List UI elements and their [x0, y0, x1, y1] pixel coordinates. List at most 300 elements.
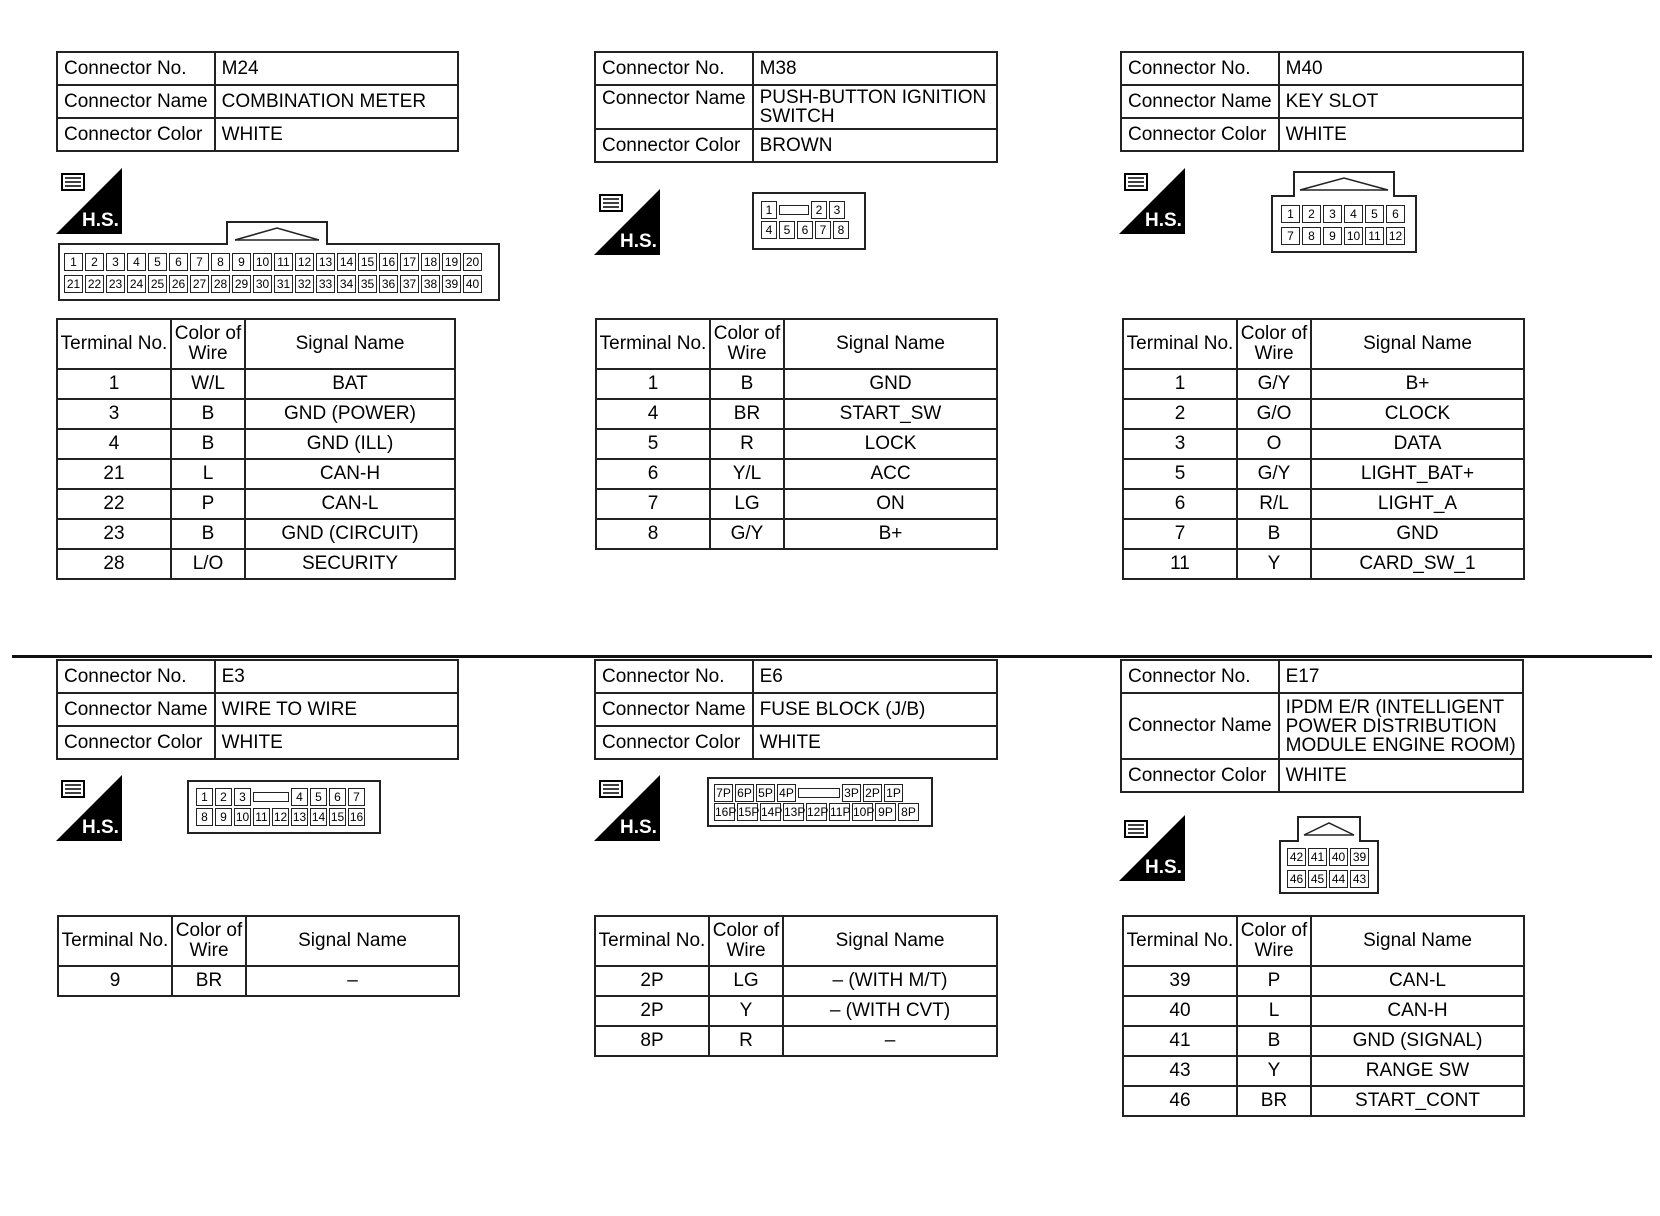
table-row — [1123, 369, 1524, 399]
label-connector-color: Connector Color — [57, 118, 215, 151]
pin-row-bottom — [63, 274, 483, 294]
wire-color-cell: R/L — [1237, 489, 1311, 519]
signal-name-cell: GND — [784, 369, 997, 399]
table-row — [595, 1026, 997, 1056]
table-row — [595, 996, 997, 1026]
label-connector-color: Connector Color — [57, 726, 215, 759]
table-row — [596, 399, 997, 429]
label-connector-name: Connector Name — [1121, 85, 1279, 118]
connector-no-value: M38 — [753, 52, 997, 85]
table-row — [58, 966, 459, 996]
pin-cavity: 30 — [253, 275, 272, 293]
terminal-no-header: Terminal No. — [595, 916, 709, 966]
pin-cavity: 40 — [1329, 848, 1348, 866]
color-of-wire-header: Color of Wire — [1237, 319, 1311, 369]
connector-info-e6 — [594, 659, 998, 760]
pin-cavity: 10 — [253, 253, 272, 271]
table-row — [1123, 966, 1524, 996]
pin-cavity: 42 — [1287, 848, 1306, 866]
pin-cavity: 43 — [1350, 870, 1369, 888]
terminal-no-header: Terminal No. — [596, 319, 710, 369]
color-of-wire-header: Color of Wire — [710, 319, 784, 369]
wire-color-cell: B — [710, 369, 784, 399]
table-row — [1123, 399, 1524, 429]
pin-cavity: 39 — [1350, 848, 1369, 866]
pin-cavity: 5 — [310, 788, 327, 806]
pin-cavity: 7 — [1281, 227, 1300, 245]
pin-cavity: 3P — [842, 784, 861, 802]
signal-name-cell: DATA — [1311, 429, 1524, 459]
connector-no-value: E6 — [753, 660, 997, 693]
wire-color-cell: B — [1237, 1026, 1311, 1056]
pin-cavity: 1 — [196, 788, 213, 806]
label-connector-name: Connector Name — [57, 693, 215, 726]
terminal-no-cell: 43 — [1123, 1056, 1237, 1086]
label-connector-no: Connector No. — [595, 52, 753, 85]
pin-cavity: 11 — [1365, 227, 1384, 245]
signal-name-cell: LIGHT_BAT+ — [1311, 459, 1524, 489]
table-row — [57, 519, 455, 549]
pin-cavity: 7 — [348, 788, 365, 806]
pin-cavity: 2 — [811, 201, 827, 219]
table-row — [1123, 1086, 1524, 1116]
wire-color-cell: B — [171, 429, 245, 459]
pin-cavity: 38 — [421, 275, 440, 293]
signal-name-cell: GND (POWER) — [245, 399, 455, 429]
hs-label: H.S. — [82, 210, 119, 231]
terminal-no-cell: 8 — [596, 519, 710, 549]
pin-cavity: 36 — [379, 275, 398, 293]
color-of-wire-header: Color of Wire — [172, 916, 246, 966]
connector-color-value: WHITE — [215, 726, 458, 759]
terminal-no-cell: 4 — [57, 429, 171, 459]
pin-cavity: 10P — [853, 805, 875, 819]
pin-row-bottom — [713, 802, 920, 822]
signal-name-cell: – (WITH CVT) — [783, 996, 997, 1026]
label-connector-name: Connector Name — [57, 85, 215, 118]
wire-color-cell: BR — [172, 966, 246, 996]
hs-label: H.S. — [82, 817, 119, 838]
pin-cavity: 9 — [1323, 227, 1342, 245]
terminal-no-cell: 6 — [1123, 489, 1237, 519]
pin-row-top — [760, 200, 846, 220]
table-row — [596, 369, 997, 399]
wire-color-cell: P — [1237, 966, 1311, 996]
connector-color-value: BROWN — [753, 129, 997, 162]
pin-cavity: 9 — [232, 253, 251, 271]
connector-name-value: IPDM E/R (INTELLIGENT POWER DISTRIBUTION MODULE ENGINE ROOM) — [1279, 693, 1523, 759]
table-row — [1123, 1026, 1524, 1056]
signal-name-cell: CAN-L — [245, 489, 455, 519]
table-row — [57, 459, 455, 489]
terminal-no-cell: 3 — [57, 399, 171, 429]
pin-cavity: 16 — [349, 810, 364, 824]
pin-cavity: 9P — [875, 803, 896, 821]
signal-name-cell: RANGE SW — [1311, 1056, 1524, 1086]
pin-cavity: 23 — [106, 275, 125, 293]
connector-name-value: WIRE TO WIRE — [215, 693, 458, 726]
wire-color-cell: R — [710, 429, 784, 459]
signal-name-cell: LIGHT_A — [1311, 489, 1524, 519]
label-connector-no: Connector No. — [1121, 660, 1279, 693]
pin-row-top — [713, 783, 904, 803]
pin-cavity: 9 — [215, 808, 232, 826]
pin-cavity: 12 — [295, 253, 314, 271]
table-row — [596, 489, 997, 519]
wire-color-cell: L — [171, 459, 245, 489]
pin-cavity: 14P — [761, 805, 783, 819]
connector-info-m24 — [56, 51, 459, 152]
table-row — [1123, 429, 1524, 459]
pin-cavity: 1 — [761, 201, 777, 219]
wire-color-cell: G/Y — [1237, 459, 1311, 489]
pin-cavity: 2 — [1302, 205, 1321, 223]
terminal-table-e6 — [594, 915, 998, 1057]
connector-no-value: E3 — [215, 660, 458, 693]
wire-color-cell: G/Y — [710, 519, 784, 549]
pin-cavity: 1 — [64, 253, 83, 271]
pin-cavity: 7P — [714, 784, 733, 802]
wire-color-cell: Y/L — [710, 459, 784, 489]
pin-cavity: 12 — [1386, 227, 1405, 245]
table-row — [1123, 996, 1524, 1026]
terminal-no-cell: 2P — [595, 966, 709, 996]
hs-label: H.S. — [1145, 857, 1182, 878]
terminal-table-m24 — [56, 318, 456, 580]
pin-cavity: 15P — [738, 805, 760, 819]
wire-color-cell: B — [171, 519, 245, 549]
pin-cavity: 18 — [421, 253, 440, 271]
pin-cavity: 17 — [400, 253, 419, 271]
terminal-no-cell: 8P — [595, 1026, 709, 1056]
pin-cavity: 11P — [830, 805, 851, 819]
wire-color-cell: LG — [709, 966, 783, 996]
pin-cavity: 8 — [1302, 227, 1321, 245]
pin-cavity: 22 — [85, 275, 104, 293]
signal-name-cell: CAN-H — [1311, 996, 1524, 1026]
table-row — [596, 429, 997, 459]
pin-cavity: 4P — [777, 784, 796, 802]
color-of-wire-header: Color of Wire — [709, 916, 783, 966]
pin-cavity: 12P — [807, 805, 829, 819]
label-connector-no: Connector No. — [1121, 52, 1279, 85]
connector-info-e17 — [1120, 659, 1524, 793]
label-connector-color: Connector Color — [1121, 759, 1279, 792]
signal-name-cell: GND (ILL) — [245, 429, 455, 459]
color-of-wire-header: Color of Wire — [171, 319, 245, 369]
label-connector-name: Connector Name — [1121, 693, 1279, 759]
harness-side-icon — [1119, 168, 1185, 234]
pin-cavity: 8 — [211, 253, 230, 271]
lock-tab — [779, 205, 809, 215]
pin-cavity: 8 — [196, 808, 213, 826]
signal-name-cell: GND — [1311, 519, 1524, 549]
signal-name-cell: ON — [784, 489, 997, 519]
connector-name-value: FUSE BLOCK (J/B) — [753, 693, 997, 726]
terminal-no-cell: 23 — [57, 519, 171, 549]
wire-color-cell: B — [171, 399, 245, 429]
wire-color-cell: O — [1237, 429, 1311, 459]
pin-cavity: 19 — [442, 253, 461, 271]
pin-cavity: 2P — [863, 784, 882, 802]
pin-cavity: 15 — [330, 810, 345, 824]
harness-side-icon — [1119, 815, 1185, 881]
pin-cavity: 7 — [815, 221, 831, 239]
pin-cavity: 4 — [761, 221, 777, 239]
harness-side-icon — [56, 775, 122, 841]
signal-name-cell: B+ — [784, 519, 997, 549]
pin-cavity: 5 — [779, 221, 795, 239]
pin-cavity: 2 — [85, 253, 104, 271]
hs-label: H.S. — [620, 231, 657, 252]
connector-color-value: WHITE — [1279, 759, 1523, 792]
table-row — [1123, 1056, 1524, 1086]
pin-cavity: 10 — [235, 810, 250, 824]
connector-face-m38 — [752, 192, 866, 250]
connector-name-value: KEY SLOT — [1279, 85, 1523, 118]
section-divider — [12, 655, 1652, 658]
table-row — [57, 549, 455, 579]
pin-cavity: 28 — [211, 275, 230, 293]
pin-cavity: 10 — [1344, 227, 1363, 245]
pin-cavity: 11 — [253, 808, 270, 826]
terminal-no-cell: 2P — [595, 996, 709, 1026]
terminal-table-e17 — [1122, 915, 1525, 1117]
signal-name-header: Signal Name — [1311, 916, 1524, 966]
connector-no-value: M40 — [1279, 52, 1523, 85]
connector-face-e17 — [1278, 815, 1380, 895]
table-row — [57, 429, 455, 459]
signal-name-cell: GND (CIRCUIT) — [245, 519, 455, 549]
connector-info-m38 — [594, 51, 998, 163]
pin-cavity: 4 — [1344, 205, 1363, 223]
connector-color-value: WHITE — [753, 726, 997, 759]
terminal-no-cell: 7 — [596, 489, 710, 519]
pin-cavity: 40 — [463, 275, 482, 293]
terminal-no-cell: 40 — [1123, 996, 1237, 1026]
signal-name-cell: CLOCK — [1311, 399, 1524, 429]
terminal-no-cell: 1 — [1123, 369, 1237, 399]
pin-cavity: 27 — [190, 275, 209, 293]
terminal-no-header: Terminal No. — [57, 319, 171, 369]
pin-cavity: 14 — [311, 810, 326, 824]
signal-name-header: Signal Name — [246, 916, 459, 966]
wire-color-cell: B — [1237, 519, 1311, 549]
pin-cavity: 37 — [400, 275, 419, 293]
connector-face-e6 — [707, 777, 933, 827]
pin-cavity: 3 — [234, 788, 251, 806]
signal-name-cell: CARD_SW_1 — [1311, 549, 1524, 579]
pin-cavity: 16P — [715, 805, 737, 819]
connector-color-value: WHITE — [1279, 118, 1523, 151]
label-connector-color: Connector Color — [595, 726, 753, 759]
pin-cavity: 14 — [337, 253, 356, 271]
pin-cavity: 4 — [291, 788, 308, 806]
hs-label: H.S. — [620, 817, 657, 838]
signal-name-cell: GND (SIGNAL) — [1311, 1026, 1524, 1056]
terminal-no-cell: 11 — [1123, 549, 1237, 579]
connector-face-e3 — [187, 780, 381, 834]
harness-side-icon — [594, 775, 660, 841]
pin-cavity: 1 — [1281, 205, 1300, 223]
pin-row-top — [195, 787, 366, 807]
wire-color-cell: W/L — [171, 369, 245, 399]
wire-color-cell: P — [171, 489, 245, 519]
terminal-no-cell: 41 — [1123, 1026, 1237, 1056]
wire-color-cell: G/O — [1237, 399, 1311, 429]
label-connector-name: Connector Name — [595, 85, 753, 129]
pin-cavity: 6P — [735, 784, 754, 802]
pin-cavity: 25 — [148, 275, 167, 293]
pin-cavity: 20 — [463, 253, 482, 271]
terminal-no-header: Terminal No. — [1123, 319, 1237, 369]
wire-color-cell: Y — [1237, 549, 1311, 579]
pin-cavity: 29 — [232, 275, 251, 293]
terminal-no-header: Terminal No. — [58, 916, 172, 966]
connector-info-e3 — [56, 659, 459, 760]
connector-face-m24 — [57, 220, 501, 302]
pin-cavity: 5P — [756, 784, 775, 802]
connector-face-m40 — [1270, 170, 1418, 254]
terminal-no-cell: 6 — [596, 459, 710, 489]
terminal-no-cell: 7 — [1123, 519, 1237, 549]
signal-name-cell: SECURITY — [245, 549, 455, 579]
pin-cavity: 46 — [1287, 870, 1306, 888]
connector-color-value: WHITE — [215, 118, 458, 151]
signal-name-cell: ACC — [784, 459, 997, 489]
signal-name-cell: B+ — [1311, 369, 1524, 399]
signal-name-cell: LOCK — [784, 429, 997, 459]
terminal-no-cell: 5 — [596, 429, 710, 459]
signal-name-cell: CAN-H — [245, 459, 455, 489]
pin-row-bottom — [1286, 869, 1370, 889]
wire-color-cell: LG — [710, 489, 784, 519]
terminal-no-cell: 22 — [57, 489, 171, 519]
pin-cavity: 2 — [215, 788, 232, 806]
harness-side-icon — [594, 189, 660, 255]
table-row — [595, 966, 997, 996]
pin-cavity: 8P — [898, 803, 919, 821]
pin-cavity: 35 — [358, 275, 377, 293]
terminal-no-cell: 3 — [1123, 429, 1237, 459]
pin-cavity: 31 — [274, 275, 293, 293]
pin-cavity: 16 — [379, 253, 398, 271]
pin-row-bottom — [760, 220, 850, 240]
terminal-no-cell: 28 — [57, 549, 171, 579]
terminal-no-cell: 1 — [57, 369, 171, 399]
table-row — [57, 489, 455, 519]
pin-cavity: 24 — [127, 275, 146, 293]
terminal-table-m38 — [595, 318, 998, 550]
table-row — [1123, 459, 1524, 489]
terminal-no-cell: 4 — [596, 399, 710, 429]
signal-name-cell: CAN-L — [1311, 966, 1524, 996]
pin-row-bottom — [1280, 226, 1406, 246]
wire-color-cell: Y — [709, 996, 783, 1026]
pin-row-top — [1286, 847, 1370, 867]
pin-cavity: 6 — [1386, 205, 1405, 223]
terminal-no-cell: 9 — [58, 966, 172, 996]
pin-cavity: 12 — [273, 810, 288, 824]
terminal-no-cell: 2 — [1123, 399, 1237, 429]
table-row — [596, 459, 997, 489]
pin-cavity: 13 — [316, 253, 335, 271]
pin-row-bottom — [195, 807, 366, 827]
table-row — [1123, 519, 1524, 549]
terminal-table-m40 — [1122, 318, 1525, 580]
pin-cavity: 44 — [1329, 870, 1348, 888]
table-row — [1123, 549, 1524, 579]
table-row — [1123, 489, 1524, 519]
table-row — [57, 369, 455, 399]
terminal-no-cell: 21 — [57, 459, 171, 489]
signal-name-cell: – — [246, 966, 459, 996]
signal-name-cell: – — [783, 1026, 997, 1056]
pin-cavity: 5 — [1365, 205, 1384, 223]
color-of-wire-header: Color of Wire — [1237, 916, 1311, 966]
pin-cavity: 45 — [1308, 870, 1327, 888]
connector-no-value: M24 — [215, 52, 458, 85]
wire-color-cell: R — [709, 1026, 783, 1056]
pin-row-top — [63, 252, 483, 272]
pin-cavity: 41 — [1308, 848, 1327, 866]
terminal-table-e3 — [57, 915, 460, 997]
label-connector-no: Connector No. — [595, 660, 753, 693]
label-connector-no: Connector No. — [57, 660, 215, 693]
pin-cavity: 13 — [292, 810, 307, 824]
pin-cavity: 1P — [884, 784, 903, 802]
terminal-no-cell: 1 — [596, 369, 710, 399]
wire-color-cell: L/O — [171, 549, 245, 579]
pin-cavity: 7 — [190, 253, 209, 271]
label-connector-color: Connector Color — [1121, 118, 1279, 151]
terminal-no-header: Terminal No. — [1123, 916, 1237, 966]
signal-name-cell: BAT — [245, 369, 455, 399]
pin-cavity: 8 — [833, 221, 849, 239]
pin-cavity: 21 — [64, 275, 83, 293]
connector-no-value: E17 — [1279, 660, 1523, 693]
table-row — [57, 399, 455, 429]
wire-color-cell: BR — [710, 399, 784, 429]
signal-name-header: Signal Name — [783, 916, 997, 966]
terminal-no-cell: 5 — [1123, 459, 1237, 489]
pin-cavity: 15 — [358, 253, 377, 271]
wire-color-cell: G/Y — [1237, 369, 1311, 399]
wire-color-cell: BR — [1237, 1086, 1311, 1116]
pin-cavity: 3 — [106, 253, 125, 271]
lock-tab — [253, 792, 289, 802]
signal-name-header: Signal Name — [245, 319, 455, 369]
pin-cavity: 11 — [274, 253, 293, 271]
pin-cavity: 34 — [337, 275, 356, 293]
signal-name-cell: START_SW — [784, 399, 997, 429]
wire-color-cell: Y — [1237, 1056, 1311, 1086]
connector-info-m40 — [1120, 51, 1524, 152]
pin-cavity: 13P — [784, 805, 806, 819]
pin-cavity: 3 — [829, 201, 845, 219]
label-connector-name: Connector Name — [595, 693, 753, 726]
connector-name-value: PUSH-BUTTON IGNITION SWITCH — [753, 85, 997, 129]
pin-cavity: 6 — [797, 221, 813, 239]
pin-cavity: 3 — [1323, 205, 1342, 223]
pin-cavity: 33 — [316, 275, 335, 293]
label-connector-color: Connector Color — [595, 129, 753, 162]
signal-name-header: Signal Name — [1311, 319, 1524, 369]
terminal-no-cell: 39 — [1123, 966, 1237, 996]
pin-cavity: 4 — [127, 253, 146, 271]
pin-cavity: 39 — [442, 275, 461, 293]
wire-color-cell: L — [1237, 996, 1311, 1026]
